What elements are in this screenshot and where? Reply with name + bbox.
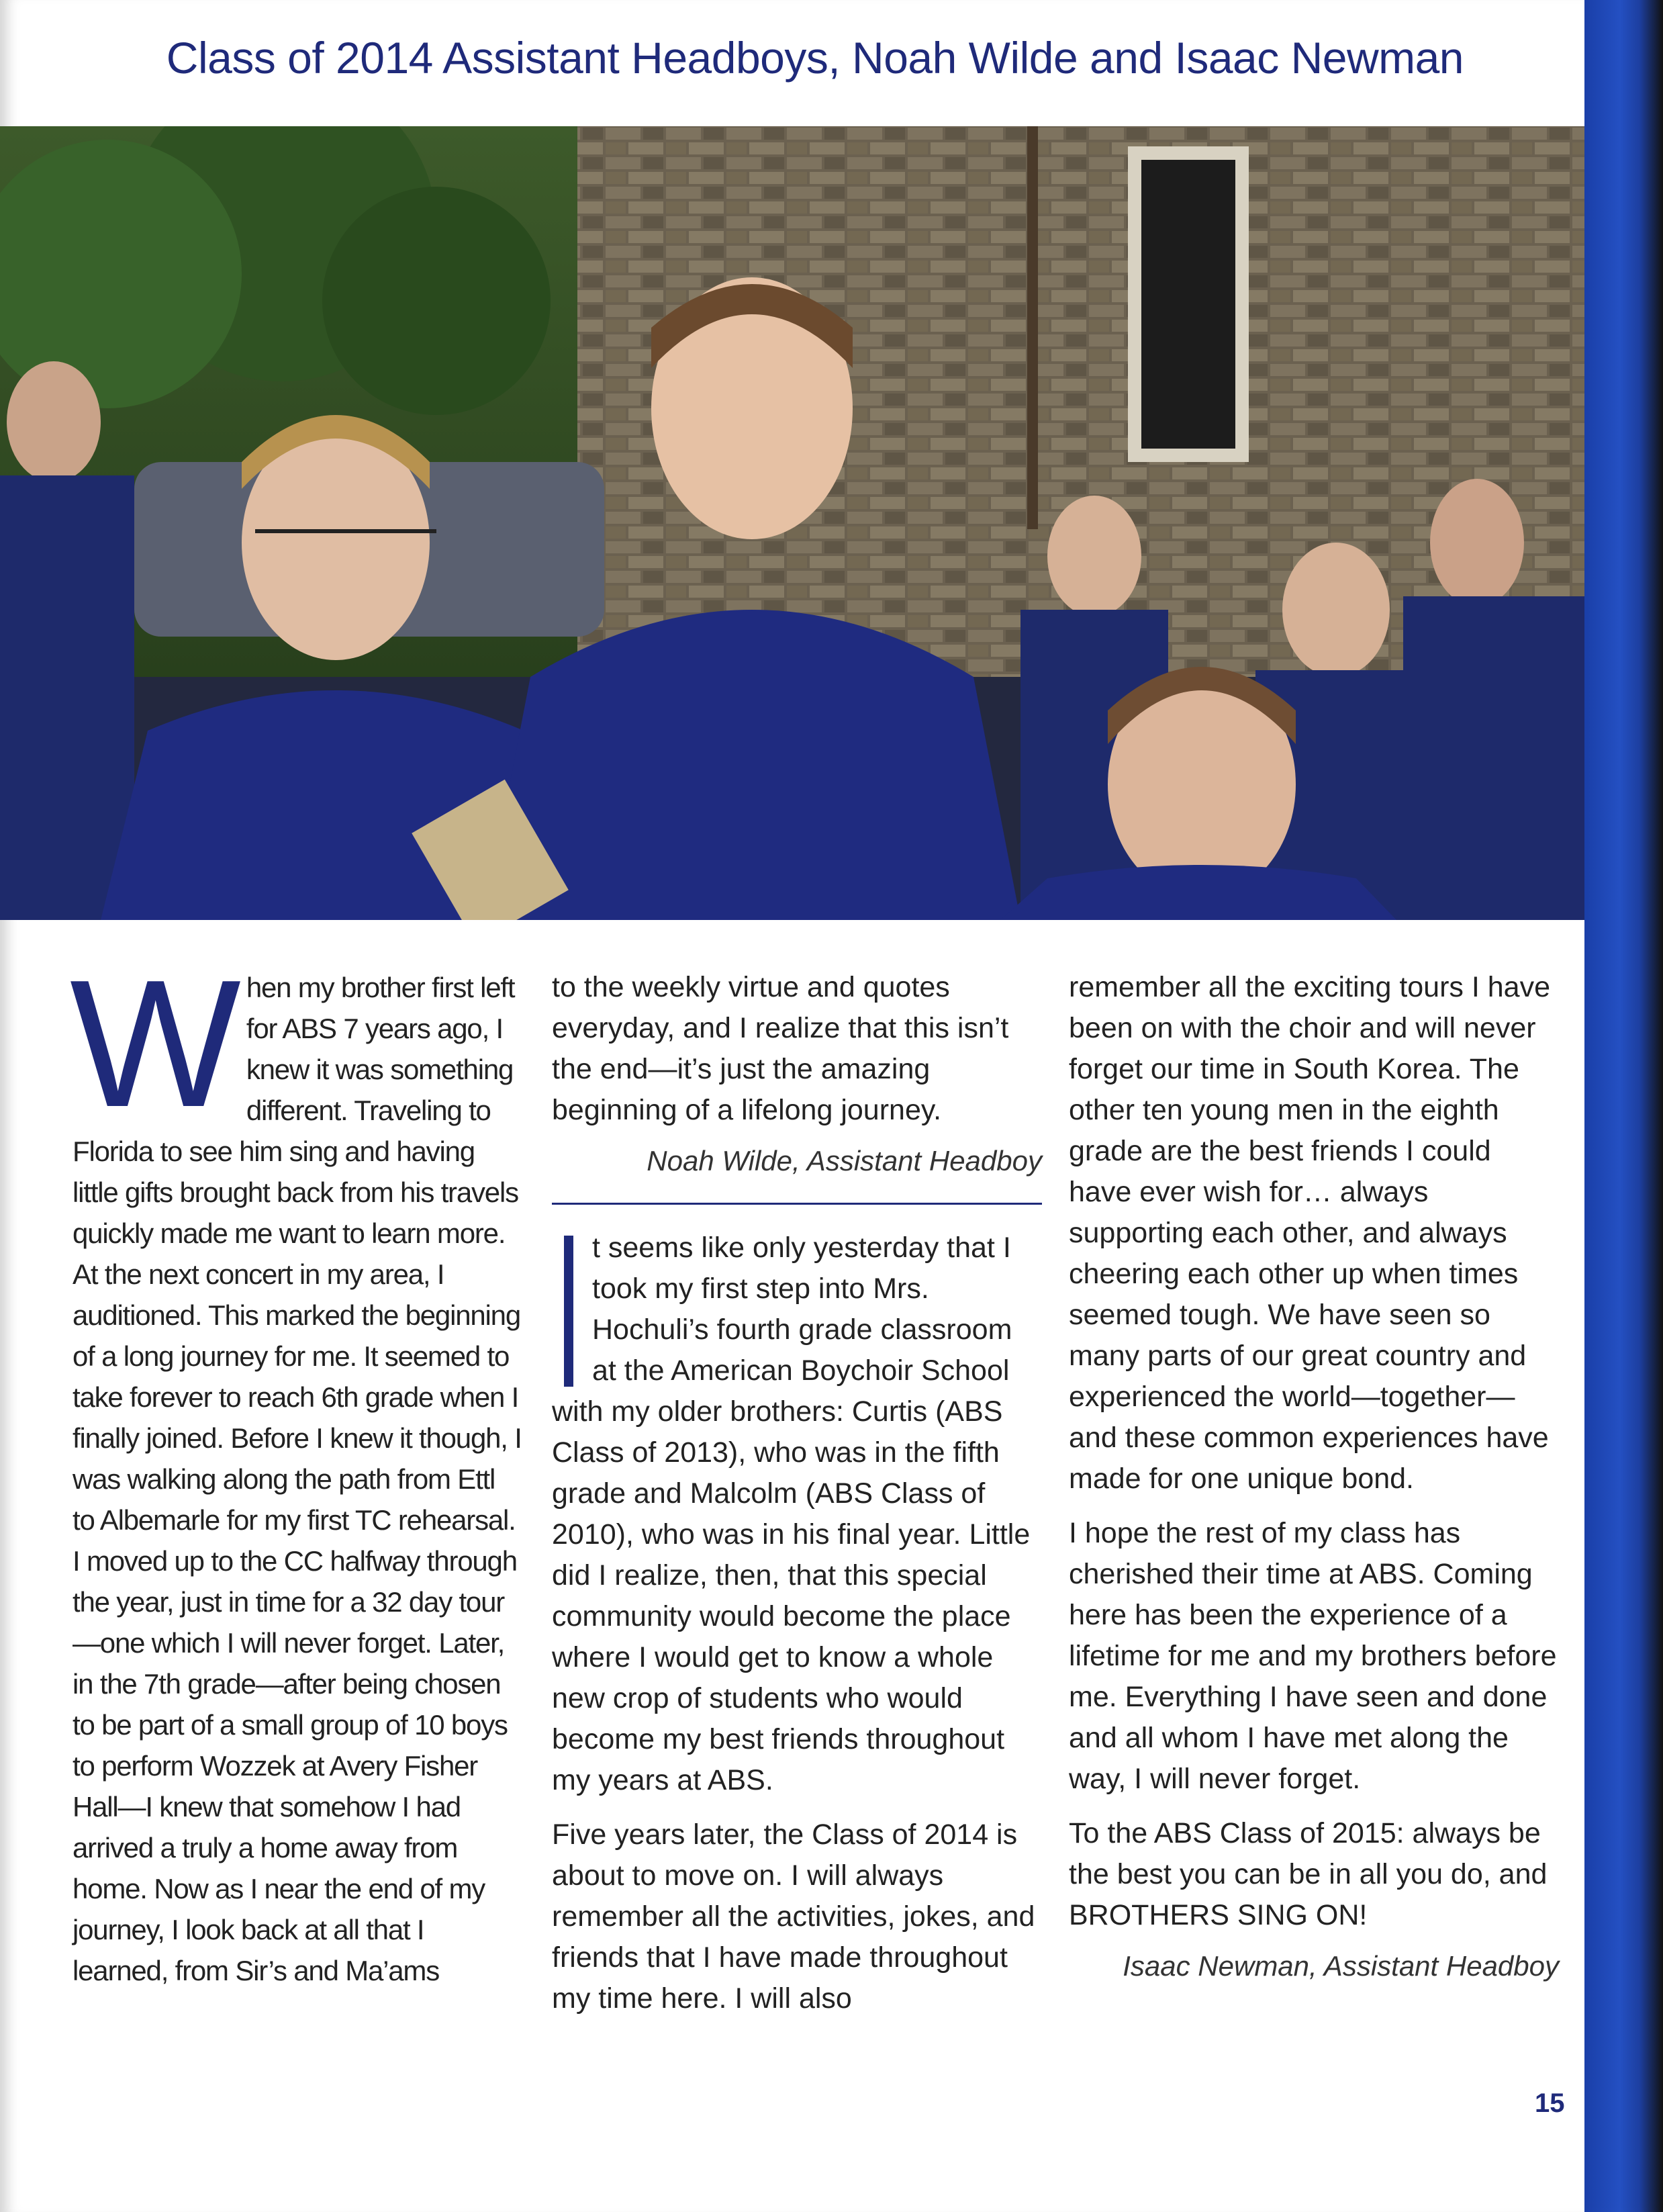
article-middle-column [552,967,1042,2019]
group-photo [0,126,1584,920]
article-isaac-text-2: Five years later, the Class of 2014 is about to move on. I will always remember all the activities, jokes, and friends that I have made throughout my time here. I will also [552,1818,1035,2015]
article-noah-text-2: to the weekly virtue and quotes everyday, and I realize that this isn’t the end—it’s just the amazing beginning of a lifelong journey. [552,971,1009,1126]
article-isaac-text-4: I hope the rest of my class has cherished their time at ABS. Coming here has been the experience of a lifetime for me and my brothers before me. Everything I have seen and done and all whom I have met along the way, I will never forget. [1069,1517,1557,1795]
article-isaac-column [1069,967,1559,1986]
article-isaac-text-5: To the ABS Class of 2015: always be the best you can be in all you do, and BROTHERS SING ON! [1069,1817,1548,1931]
signature-noah: Noah Wilde, Assistant Headboy [647,1145,1042,1177]
article-isaac-text-3: remember all the exciting tours I have been on with the choir and will never forget our time in South Korea. The other ten young men in the eighth grade are the best friends I could have ever wish for… always supporting each other, and always cheering each other up when times seemed tough. We have seen so many parts of our great country and experienced the world—together—and these common experiences have made for one unique bond. [1069,971,1550,1495]
dropcap-w: W [70,943,237,1145]
article-isaac-text-1: t seems like only yesterday that I took my first step into Mrs. Hochuli’s fourth grade classroom at the American Boychoir School with my older brothers: Curtis (ABS Class of 2013), who was in the fifth grade and Malcolm (ABS Class of 2010), who was in his final year. Little did I realize, then, that this special community would become the place where I would get to know a whole new crop of students who would become my best friends throughout my years at ABS. [552,1232,1031,1796]
article-noah-column [70,943,524,1991]
article-noah-paragraph [70,943,524,1991]
article-noah-text-1: hen my brother first left for ABS 7 years ago, I knew it was something different. Traveling to Florida to see him sing and having little gifts brought back from his travels quickly made me want to learn more. At the next concert in my area, I auditioned. This marked the beginning of a long journey for me. It seemed to take forever to reach 6th grade when I finally joined. Before I knew it though, I was walking along the path from Ettl to Albemarle for my first TC rehearsal. I moved up to the CC halfway through the year, just in time for a 32 day tour—one which I will never forget. Later, in the 7th grade—after being chosen to be part of a small group of 10 boys to perform Wozzek at Avery Fisher Hall—I knew that somehow I had arrived a truly a home away from home. Now as I near the end of my journey, I look back at all that I learned, from Sir’s and Ma’ams [73,972,522,1986]
group-photo-icon [0,126,1584,920]
article-isaac-paragraph [552,1228,1042,1801]
page-edge-decoration [1584,0,1663,2212]
signature-isaac: Isaac Newman, Assistant Headboy [1123,1950,1559,1982]
page-number: 15 [1535,2088,1565,2118]
page-title: Class of 2014 Assistant Headboys, Noah Wilde and Isaac Newman [166,33,1464,83]
section-divider [552,1203,1042,1205]
dropcap-i [564,1236,573,1387]
